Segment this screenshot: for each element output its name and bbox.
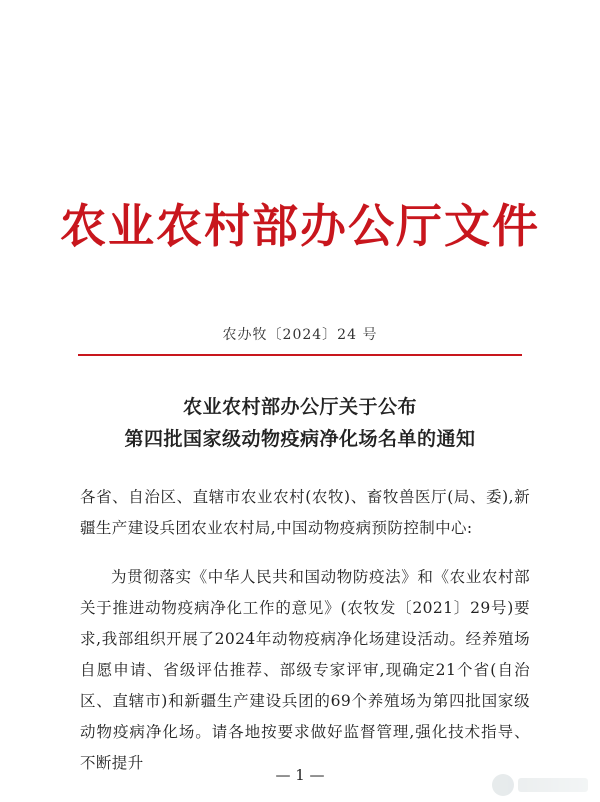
notice-title-line-2: 第四批国家级动物疫病净化场名单的通知	[124, 428, 476, 450]
page-number: — 1 —	[275, 766, 325, 784]
watermark	[492, 774, 588, 796]
red-divider-line	[78, 354, 522, 356]
body-paragraph: 为贯彻落实《中华人民共和国动物防疫法》和《农业农村部关于推进动物疫病净化工作的意见》(农牧发〔2021〕29号)要求,我部组织开展了2024年动物疫病净化场建设活动。经养殖场自愿申请、省级评估推荐、部级专家评审,现确定21个省(自治区、直辖市)和新疆生产建设兵团的69个养殖场为第四批国家级动物疫病净化场。请各地按要求做好监督管理,强化技术指导、不断提升	[80, 568, 530, 772]
document-number: 农办牧〔2024〕24 号	[222, 327, 378, 343]
addressees-paragraph: 各省、自治区、直辖市农业农村(农牧)、畜牧兽医厅(局、委),新疆生产建设兵团农业农村局,中国动物疫病预防控制中心:	[80, 488, 530, 537]
watermark-text-mark	[518, 778, 588, 792]
watermark-logo-icon	[492, 774, 514, 796]
document-header: 农业农村部办公厅文件	[60, 199, 540, 253]
notice-title-line-1: 农业农村部办公厅关于公布	[182, 396, 417, 418]
